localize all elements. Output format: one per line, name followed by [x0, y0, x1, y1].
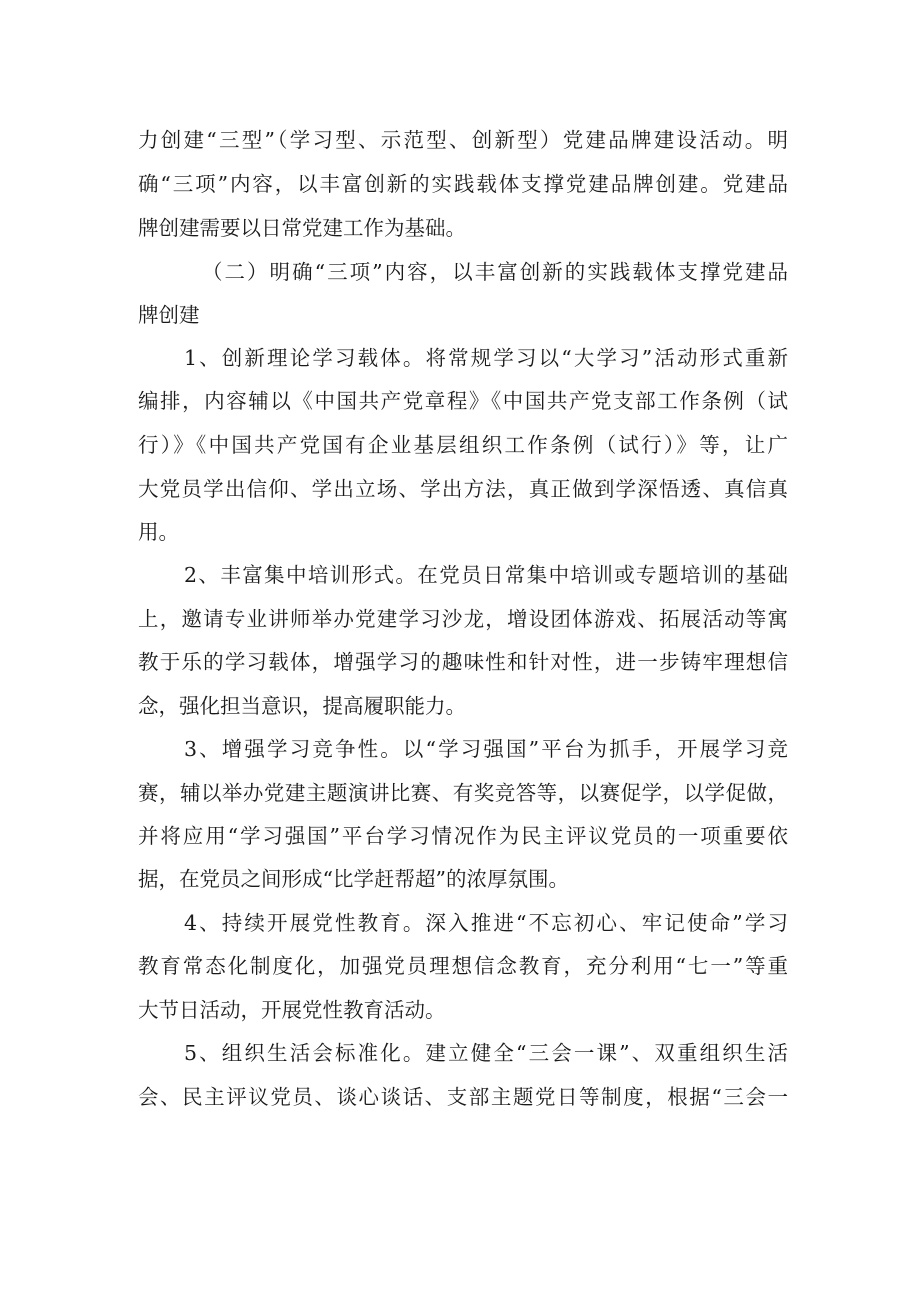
text-line: 牌创建需要以日常党建工作为基础。	[138, 216, 466, 240]
text-line: 大节日活动，开展党性教育活动。	[138, 998, 446, 1022]
text-line: 用。	[138, 520, 179, 544]
text-line: 1、创新理论学习载体。将常规学习以“大学习”活动形式重新	[184, 346, 788, 370]
text-line: 上，邀请专业讲师举办党建学习沙龙，增设团体游戏、拓展活动等寓	[138, 607, 788, 631]
text-line: 教于乐的学习载体，增强学习的趣味性和针对性，进一步铸牢理想信	[138, 650, 788, 674]
text-line: 大党员学出信仰、学出立场、学出方法，真正做到学深悟透、真信真	[138, 477, 788, 501]
text-line: 会、民主评议党员、谈心谈话、支部主题党日等制度，根据“三会一	[138, 1085, 788, 1109]
text-line: 行）》《中国共产党国有企业基层组织工作条例（试行）》等，让广	[138, 433, 788, 457]
text-line: 力创建“三型”（学习型、示范型、创新型）党建品牌建设活动。明	[138, 128, 788, 152]
section-heading-line: （二）明确“三项”内容，以丰富创新的实践载体支撑党建品	[202, 260, 788, 284]
text-line: 2、丰富集中培训形式。在党员日常集中培训或专题培训的基础	[184, 563, 788, 587]
text-line: 确“三项”内容，以丰富创新的实践载体支撑党建品牌创建。党建品	[138, 172, 788, 196]
text-line: 5、组织生活会标准化。建立健全“三会一课”、双重组织生活	[184, 1041, 788, 1065]
text-line: 念，强化担当意识，提高履职能力。	[138, 694, 466, 718]
text-line: 编排，内容辅以《中国共产党章程》《中国共产党支部工作条例（试	[138, 389, 788, 413]
text-line: 教育常态化制度化，加强党员理想信念教育，充分利用“七一”等重	[138, 954, 788, 978]
text-line: 并将应用“学习强国”平台学习情况作为民主评议党员的一项重要依	[138, 824, 788, 848]
text-line: 赛，辅以举办党建主题演讲比赛、有奖竞答等，以赛促学，以学促做，	[138, 781, 788, 805]
section-heading-line: 牌创建	[138, 303, 200, 327]
text-line: 据，在党员之间形成“比学赶帮超”的浓厚氛围。	[138, 867, 569, 891]
text-line: 4、持续开展党性教育。深入推进“不忘初心、牢记使命”学习	[184, 911, 788, 935]
text-line: 3、增强学习竞争性。以“学习强国”平台为抓手，开展学习竞	[184, 737, 788, 761]
